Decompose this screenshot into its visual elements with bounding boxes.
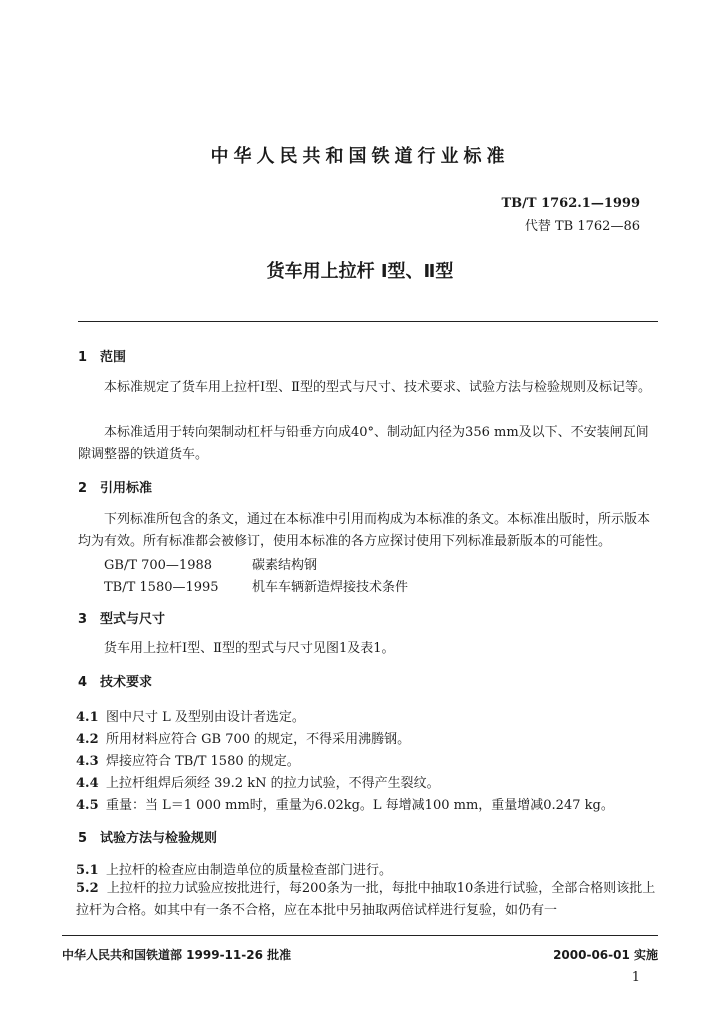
implementation-date: 2000-06-01 实施: [553, 948, 658, 962]
section-1-heading: [78, 346, 126, 365]
org-title: 中华人民共和国铁道行业标准: [210, 146, 510, 167]
reference-code: GB/T 700—1988: [104, 558, 213, 573]
reference-name: 机车车辆新造焊接技术条件: [252, 580, 409, 595]
clause-4-1: [76, 706, 305, 725]
section-title: 引用标准: [100, 481, 153, 496]
section-3-paragraph-1: 货车用上拉杆Ⅰ型、Ⅱ型的型式与尺寸见图1及表1。: [104, 641, 395, 656]
clause-number: 4.5: [76, 798, 99, 813]
document-title: 货车用上拉杆 Ⅰ型、Ⅱ型: [266, 261, 454, 282]
clause-text: 所用材料应符合 GB 700 的规定，不得采用沸腾钢。: [106, 732, 411, 747]
clause-4-2: [76, 728, 410, 747]
section-5-heading: [78, 827, 217, 846]
section-number: 3: [78, 612, 88, 627]
section-title: 型式与尺寸: [100, 612, 166, 627]
clause-4-5: [76, 794, 614, 813]
clause-text: 上拉杆的检查应由制造单位的质量检查部门进行。: [106, 863, 393, 878]
clause-text: 图中尺寸 L 及型别由设计者选定。: [106, 710, 305, 725]
section-number: 5: [78, 831, 88, 846]
section-2-heading: [78, 477, 152, 496]
clause-5-1: [76, 859, 392, 878]
standard-code: TB/T 1762.1—1999: [501, 196, 640, 211]
clause-number: 5.2: [76, 881, 99, 896]
clause-5-2: [76, 878, 658, 922]
section-title: 技术要求: [100, 675, 153, 690]
section-1-paragraph-1: 本标准规定了货车用上拉杆Ⅰ型、Ⅱ型的型式与尺寸、技术要求、试验方法与检验规则及标记等。: [104, 380, 651, 395]
title-divider: [78, 321, 658, 322]
reference-code: TB/T 1580—1995: [104, 580, 219, 595]
reference-item: [104, 576, 408, 595]
clause-text: 焊接应符合 TB/T 1580 的规定。: [106, 754, 300, 769]
replaces-standard: 代替 TB 1762—86: [524, 219, 640, 234]
clause-number: 4.2: [76, 732, 99, 747]
clause-4-3: [76, 750, 300, 769]
section-number: 4: [78, 675, 88, 690]
clause-number: 5.1: [76, 863, 99, 878]
clause-number: 4.3: [76, 754, 99, 769]
reference-item: [104, 554, 317, 573]
page-number: 1: [631, 970, 640, 985]
section-4-heading: [78, 671, 152, 690]
clause-text: 上拉杆的拉力试验应按批进行，每200条为一批，每批中抽取10条进行试验，全部合格则该批上拉杆为合格。如其中有一条不合格，应在本批中另抽取两倍试样进行复验，如仍有一: [76, 881, 656, 918]
clause-number: 4.1: [76, 710, 99, 725]
section-3-heading: [78, 608, 165, 627]
clause-text: 重量：当 L＝1 000 mm时，重量为6.02kg。L 每增减100 mm，重量增减0.247 kg。: [106, 798, 614, 813]
clause-text: 上拉杆组焊后须经 39.2 kN 的拉力试验，不得产生裂纹。: [106, 776, 440, 791]
section-title: 试验方法与检验规则: [100, 831, 218, 846]
section-number: 1: [78, 350, 88, 365]
section-1-paragraph-2: 本标准适用于转向架制动杠杆与铅垂方向成40°、制动缸内径为356 mm及以下、不安装闸瓦间隙调整器的铁道货车。: [78, 425, 649, 462]
section-title: 范围: [100, 350, 127, 365]
section-number: 2: [78, 481, 88, 496]
clause-4-4: [76, 772, 440, 791]
clause-number: 4.4: [76, 776, 99, 791]
reference-name: 碳素结构钢: [252, 558, 318, 573]
footer-divider: [62, 935, 658, 936]
approval-note: 中华人民共和国铁道部 1999-11-26 批准: [62, 948, 292, 962]
section-2-paragraph-1: 下列标准所包含的条文，通过在本标准中引用而构成为本标准的条文。本标准出版时，所示版本均为有效。所有标准都会被修订，使用本标准的各方应探讨使用下列标准最新版本的可能性。: [78, 512, 651, 549]
